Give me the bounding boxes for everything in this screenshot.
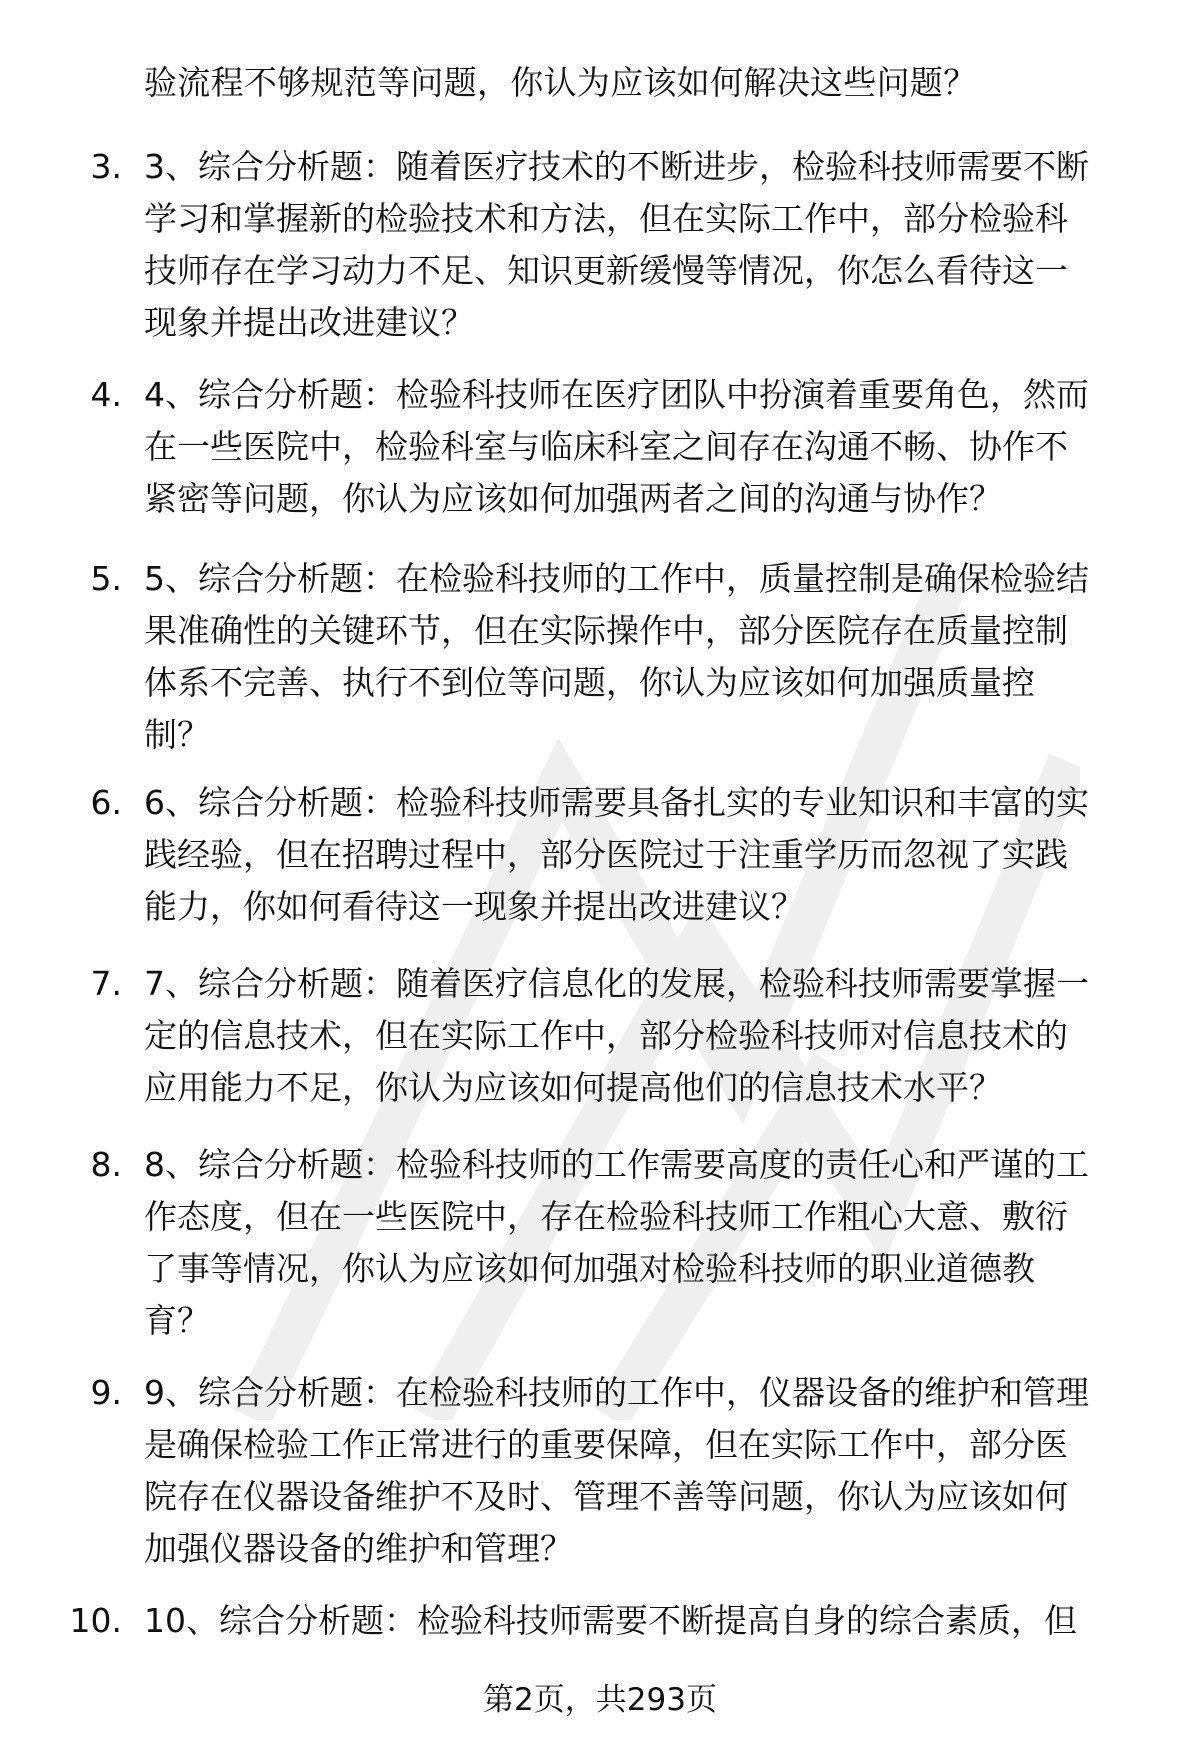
item-number: 8.	[90, 1145, 122, 1184]
item-number: 5.	[90, 559, 122, 598]
question-text: 3、综合分析题：随着医疗技术的不断进步，检验科技师需要不断 学习和掌握新的检验技术和方法，但在实际工作中，部分检验科 技师存在学习动力不足、知识更新缓慢等情况，你怎么看待这一 现象并提出改进建议？	[144, 147, 1089, 342]
continuation-line: 验流程不够规范等问题，你认为应该如何解决这些问题？	[144, 63, 977, 102]
question-text: 10、综合分析题：检验科技师需要不断提高自身的综合素质，但	[144, 1601, 1077, 1640]
question-text: 9、综合分析题：在检验科技师的工作中，仪器设备的维护和管理 是确保检验工作正常进行的重要保障，但在实际工作中，部分医 院存在仪器设备维护不及时、管理不善等问题，你认为应该如何 加强仪器设备的维护和管理？	[144, 1373, 1089, 1568]
item-number: 6.	[90, 783, 122, 822]
page-number-footer: 第2页，共293页	[483, 1682, 717, 1718]
question-text: 4、综合分析题：检验科技师在医疗团队中扮演着重要角色，然而 在一些医院中，检验科室与临床科室之间存在沟通不畅、协作不 紧密等问题，你认为应该如何加强两者之间的沟通与协作？	[144, 375, 1089, 518]
item-number: 9.	[90, 1373, 122, 1412]
item-number: 10.	[69, 1601, 122, 1640]
question-text: 5、综合分析题：在检验科技师的工作中，质量控制是确保检验结 果准确性的关键环节，但在实际操作中，部分医院存在质量控制 体系不完善、执行不到位等问题，你认为应该如何加强质量控 制？	[144, 559, 1089, 754]
item-number: 3.	[90, 147, 122, 186]
question-text: 7、综合分析题：随着医疗信息化的发展，检验科技师需要掌握一 定的信息技术，但在实际工作中，部分检验科技师对信息技术的 应用能力不足，你认为应该如何提高他们的信息技术水平？	[144, 964, 1089, 1107]
question-text: 8、综合分析题：检验科技师的工作需要高度的责任心和严谨的工 作态度，但在一些医院中，存在检验科技师工作粗心大意、敷衍 了事等情况，你认为应该如何加强对检验科技师的职业道德教 育？	[144, 1145, 1089, 1340]
item-number: 4.	[90, 375, 122, 414]
question-text: 6、综合分析题：检验科技师需要具备扎实的专业知识和丰富的实 践经验，但在招聘过程中，部分医院过于注重学历而忽视了实践 能力，你如何看待这一现象并提出改进建议？	[144, 783, 1089, 926]
item-number: 7.	[90, 964, 122, 1003]
